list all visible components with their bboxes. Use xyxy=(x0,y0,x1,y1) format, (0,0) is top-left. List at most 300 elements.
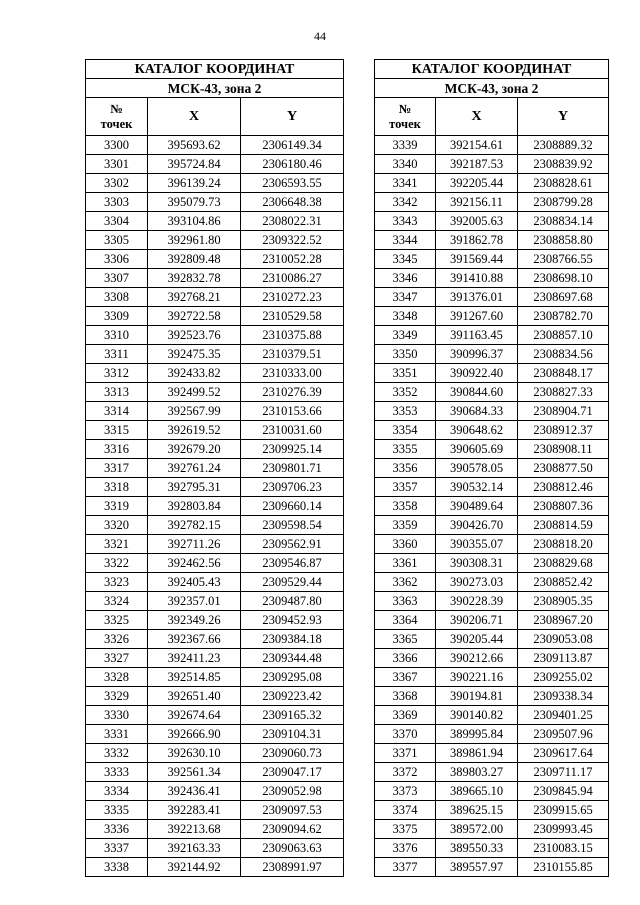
point-number-cell: 3318 xyxy=(86,478,148,497)
point-number-cell: 3375 xyxy=(375,820,436,839)
x-coordinate-cell: 390605.69 xyxy=(436,440,518,459)
y-coordinate-cell: 2308834.14 xyxy=(518,212,609,231)
point-number-cell: 3374 xyxy=(375,801,436,820)
x-coordinate-cell: 390140.82 xyxy=(436,706,518,725)
x-coordinate-cell: 395079.73 xyxy=(148,193,241,212)
table-row xyxy=(375,193,609,212)
point-number-cell: 3362 xyxy=(375,573,436,592)
x-coordinate-cell: 392722.58 xyxy=(148,307,241,326)
point-number-cell: 3317 xyxy=(86,459,148,478)
point-number-cell: 3367 xyxy=(375,668,436,687)
x-coordinate-cell: 392475.35 xyxy=(148,345,241,364)
y-coordinate-cell: 2309401.25 xyxy=(518,706,609,725)
table-row xyxy=(86,250,344,269)
y-coordinate-cell: 2308812.46 xyxy=(518,478,609,497)
y-coordinate-cell: 2310153.66 xyxy=(241,402,344,421)
x-coordinate-cell: 392803.84 xyxy=(148,497,241,516)
table-row xyxy=(86,725,344,744)
point-number-cell: 3346 xyxy=(375,269,436,288)
x-coordinate-cell: 392367.66 xyxy=(148,630,241,649)
x-coordinate-cell: 391163.45 xyxy=(436,326,518,345)
table-row xyxy=(86,155,344,174)
x-coordinate-cell: 392411.23 xyxy=(148,649,241,668)
table-row xyxy=(375,554,609,573)
point-number-cell: 3332 xyxy=(86,744,148,763)
x-coordinate-cell: 392005.63 xyxy=(436,212,518,231)
table-row xyxy=(86,649,344,668)
y-coordinate-cell: 2309562.91 xyxy=(241,535,344,554)
table-row xyxy=(375,459,609,478)
x-coordinate-cell: 390684.33 xyxy=(436,402,518,421)
y-coordinate-cell: 2310031.60 xyxy=(241,421,344,440)
x-coordinate-cell: 389665.10 xyxy=(436,782,518,801)
table-row xyxy=(86,782,344,801)
y-coordinate-cell: 2308912.37 xyxy=(518,421,609,440)
column-header-y: Y xyxy=(241,98,344,136)
y-coordinate-cell: 2310155.85 xyxy=(518,858,609,877)
y-coordinate-cell: 2309295.08 xyxy=(241,668,344,687)
table-row xyxy=(86,744,344,763)
y-coordinate-cell: 2309047.17 xyxy=(241,763,344,782)
y-coordinate-cell: 2309452.93 xyxy=(241,611,344,630)
table-row xyxy=(375,535,609,554)
table-row xyxy=(86,364,344,383)
x-coordinate-cell: 392436.41 xyxy=(148,782,241,801)
table-row xyxy=(86,763,344,782)
y-coordinate-cell: 2308852.42 xyxy=(518,573,609,592)
y-coordinate-cell: 2309060.73 xyxy=(241,744,344,763)
x-coordinate-cell: 390355.07 xyxy=(436,535,518,554)
y-coordinate-cell: 2308877.50 xyxy=(518,459,609,478)
table-row xyxy=(375,269,609,288)
x-coordinate-cell: 396139.24 xyxy=(148,174,241,193)
point-number-cell: 3336 xyxy=(86,820,148,839)
table-row xyxy=(375,402,609,421)
table-row xyxy=(375,231,609,250)
point-number-cell: 3347 xyxy=(375,288,436,307)
x-coordinate-cell: 392163.33 xyxy=(148,839,241,858)
y-coordinate-cell: 2308904.71 xyxy=(518,402,609,421)
x-coordinate-cell: 391862.78 xyxy=(436,231,518,250)
x-coordinate-cell: 391376.01 xyxy=(436,288,518,307)
y-coordinate-cell: 2309322.52 xyxy=(241,231,344,250)
table-row xyxy=(86,326,344,345)
y-coordinate-cell: 2309384.18 xyxy=(241,630,344,649)
table-row xyxy=(375,516,609,535)
y-coordinate-cell: 2308814.59 xyxy=(518,516,609,535)
point-number-cell: 3371 xyxy=(375,744,436,763)
point-number-cell: 3369 xyxy=(375,706,436,725)
y-coordinate-cell: 2310052.28 xyxy=(241,250,344,269)
point-number-cell: 3322 xyxy=(86,554,148,573)
y-coordinate-cell: 2308698.10 xyxy=(518,269,609,288)
table-body xyxy=(86,136,344,877)
point-number-cell: 3321 xyxy=(86,535,148,554)
point-number-cell: 3335 xyxy=(86,801,148,820)
point-number-cell: 3323 xyxy=(86,573,148,592)
point-number-cell: 3306 xyxy=(86,250,148,269)
table-row xyxy=(86,668,344,687)
point-number-cell: 3311 xyxy=(86,345,148,364)
table-row xyxy=(375,212,609,231)
table-row xyxy=(86,288,344,307)
table-row xyxy=(375,288,609,307)
y-coordinate-cell: 2309052.98 xyxy=(241,782,344,801)
x-coordinate-cell: 392795.31 xyxy=(148,478,241,497)
y-coordinate-cell: 2309915.65 xyxy=(518,801,609,820)
x-coordinate-cell: 390532.14 xyxy=(436,478,518,497)
point-number-cell: 3358 xyxy=(375,497,436,516)
x-coordinate-cell: 392349.26 xyxy=(148,611,241,630)
point-number-cell: 3376 xyxy=(375,839,436,858)
x-coordinate-cell: 392187.53 xyxy=(436,155,518,174)
table-row xyxy=(86,345,344,364)
point-number-cell: 3301 xyxy=(86,155,148,174)
y-coordinate-cell: 2308889.32 xyxy=(518,136,609,155)
point-number-cell: 3356 xyxy=(375,459,436,478)
point-number-cell: 3344 xyxy=(375,231,436,250)
point-number-cell: 3325 xyxy=(86,611,148,630)
x-coordinate-cell: 389550.33 xyxy=(436,839,518,858)
point-number-cell: 3348 xyxy=(375,307,436,326)
x-coordinate-cell: 390996.37 xyxy=(436,345,518,364)
y-coordinate-cell: 2308697.68 xyxy=(518,288,609,307)
table-row xyxy=(375,725,609,744)
y-coordinate-cell: 2309165.32 xyxy=(241,706,344,725)
table-row xyxy=(375,630,609,649)
y-coordinate-cell: 2308022.31 xyxy=(241,212,344,231)
x-coordinate-cell: 390308.31 xyxy=(436,554,518,573)
point-number-cell: 3334 xyxy=(86,782,148,801)
column-header-point-number: № точек xyxy=(375,98,436,136)
y-coordinate-cell: 2308827.33 xyxy=(518,383,609,402)
y-coordinate-cell: 2309617.64 xyxy=(518,744,609,763)
point-number-cell: 3331 xyxy=(86,725,148,744)
table-row xyxy=(375,801,609,820)
point-number-cell: 3364 xyxy=(375,611,436,630)
x-coordinate-cell: 390426.70 xyxy=(436,516,518,535)
column-header-x: X xyxy=(436,98,518,136)
x-coordinate-cell: 390844.60 xyxy=(436,383,518,402)
x-coordinate-cell: 392961.80 xyxy=(148,231,241,250)
x-coordinate-cell: 389572.00 xyxy=(436,820,518,839)
table-row xyxy=(86,535,344,554)
y-coordinate-cell: 2310333.00 xyxy=(241,364,344,383)
table-row xyxy=(86,801,344,820)
table-row xyxy=(86,858,344,877)
x-coordinate-cell: 392213.68 xyxy=(148,820,241,839)
y-coordinate-cell: 2309546.87 xyxy=(241,554,344,573)
point-number-cell: 3373 xyxy=(375,782,436,801)
y-coordinate-cell: 2309845.94 xyxy=(518,782,609,801)
point-number-cell: 3333 xyxy=(86,763,148,782)
x-coordinate-cell: 392832.78 xyxy=(148,269,241,288)
x-coordinate-cell: 391267.60 xyxy=(436,307,518,326)
table-row xyxy=(86,630,344,649)
x-coordinate-cell: 392630.10 xyxy=(148,744,241,763)
point-number-cell: 3327 xyxy=(86,649,148,668)
y-coordinate-cell: 2308807.36 xyxy=(518,497,609,516)
x-coordinate-cell: 392711.26 xyxy=(148,535,241,554)
table-row xyxy=(375,858,609,877)
y-coordinate-cell: 2309660.14 xyxy=(241,497,344,516)
y-coordinate-cell: 2310375.88 xyxy=(241,326,344,345)
x-coordinate-cell: 392357.01 xyxy=(148,592,241,611)
point-number-cell: 3363 xyxy=(375,592,436,611)
point-number-cell: 3330 xyxy=(86,706,148,725)
table-row xyxy=(86,440,344,459)
point-number-cell: 3339 xyxy=(375,136,436,155)
table-row xyxy=(375,782,609,801)
point-number-cell: 3329 xyxy=(86,687,148,706)
y-coordinate-cell: 2309598.54 xyxy=(241,516,344,535)
table-row xyxy=(86,193,344,212)
table-row xyxy=(375,611,609,630)
x-coordinate-cell: 392156.11 xyxy=(436,193,518,212)
table-row xyxy=(86,269,344,288)
table-row xyxy=(375,687,609,706)
x-coordinate-cell: 392405.43 xyxy=(148,573,241,592)
point-number-cell: 3357 xyxy=(375,478,436,497)
table-row xyxy=(375,383,609,402)
point-number-cell: 3340 xyxy=(375,155,436,174)
y-coordinate-cell: 2308782.70 xyxy=(518,307,609,326)
x-coordinate-cell: 392619.52 xyxy=(148,421,241,440)
y-coordinate-cell: 2306149.34 xyxy=(241,136,344,155)
y-coordinate-cell: 2308818.20 xyxy=(518,535,609,554)
table-row xyxy=(375,326,609,345)
point-number-cell: 3319 xyxy=(86,497,148,516)
table-row xyxy=(375,364,609,383)
y-coordinate-cell: 2309925.14 xyxy=(241,440,344,459)
point-number-cell: 3315 xyxy=(86,421,148,440)
y-coordinate-cell: 2306593.55 xyxy=(241,174,344,193)
x-coordinate-cell: 392561.34 xyxy=(148,763,241,782)
x-coordinate-cell: 392761.24 xyxy=(148,459,241,478)
point-number-cell: 3310 xyxy=(86,326,148,345)
point-number-cell: 3304 xyxy=(86,212,148,231)
x-coordinate-cell: 392666.90 xyxy=(148,725,241,744)
y-coordinate-cell: 2310086.27 xyxy=(241,269,344,288)
table-row xyxy=(86,307,344,326)
point-number-cell: 3354 xyxy=(375,421,436,440)
y-coordinate-cell: 2309097.53 xyxy=(241,801,344,820)
x-coordinate-cell: 395693.62 xyxy=(148,136,241,155)
table-row xyxy=(375,573,609,592)
point-number-cell: 3368 xyxy=(375,687,436,706)
y-coordinate-cell: 2309338.34 xyxy=(518,687,609,706)
y-coordinate-cell: 2309507.96 xyxy=(518,725,609,744)
x-coordinate-cell: 390228.39 xyxy=(436,592,518,611)
x-coordinate-cell: 391569.44 xyxy=(436,250,518,269)
point-number-cell: 3309 xyxy=(86,307,148,326)
table-row xyxy=(375,174,609,193)
point-number-cell: 3316 xyxy=(86,440,148,459)
x-coordinate-cell: 389995.84 xyxy=(436,725,518,744)
x-coordinate-cell: 392205.44 xyxy=(436,174,518,193)
y-coordinate-cell: 2309711.17 xyxy=(518,763,609,782)
x-coordinate-cell: 390648.62 xyxy=(436,421,518,440)
point-number-cell: 3365 xyxy=(375,630,436,649)
x-coordinate-cell: 390221.16 xyxy=(436,668,518,687)
point-number-cell: 3361 xyxy=(375,554,436,573)
table-row xyxy=(375,706,609,725)
point-number-cell: 3360 xyxy=(375,535,436,554)
y-coordinate-cell: 2308848.17 xyxy=(518,364,609,383)
y-coordinate-cell: 2309487.80 xyxy=(241,592,344,611)
point-number-cell: 3370 xyxy=(375,725,436,744)
point-number-cell: 3320 xyxy=(86,516,148,535)
table-row xyxy=(86,231,344,250)
x-coordinate-cell: 390578.05 xyxy=(436,459,518,478)
point-number-cell: 3324 xyxy=(86,592,148,611)
coordinate-catalog-table-right xyxy=(374,59,609,877)
page-number: 44 xyxy=(314,29,326,43)
point-number-cell: 3372 xyxy=(375,763,436,782)
table-row xyxy=(375,345,609,364)
x-coordinate-cell: 389557.97 xyxy=(436,858,518,877)
y-coordinate-cell: 2310083.15 xyxy=(518,839,609,858)
table-row xyxy=(375,763,609,782)
catalog-subtitle: МСК-43, зона 2 xyxy=(86,79,344,98)
point-number-cell: 3300 xyxy=(86,136,148,155)
point-number-cell: 3305 xyxy=(86,231,148,250)
point-number-cell: 3314 xyxy=(86,402,148,421)
x-coordinate-cell: 392674.64 xyxy=(148,706,241,725)
table-row xyxy=(86,687,344,706)
y-coordinate-cell: 2309344.48 xyxy=(241,649,344,668)
x-coordinate-cell: 395724.84 xyxy=(148,155,241,174)
point-number-cell: 3328 xyxy=(86,668,148,687)
y-coordinate-cell: 2309801.71 xyxy=(241,459,344,478)
y-coordinate-cell: 2309063.63 xyxy=(241,839,344,858)
x-coordinate-cell: 392462.56 xyxy=(148,554,241,573)
x-coordinate-cell: 390206.71 xyxy=(436,611,518,630)
column-header-point-number: № точек xyxy=(86,98,148,136)
table-row xyxy=(375,421,609,440)
table-row xyxy=(86,174,344,193)
table-row xyxy=(375,820,609,839)
point-number-cell: 3366 xyxy=(375,649,436,668)
table-row xyxy=(86,136,344,155)
y-coordinate-cell: 2308829.68 xyxy=(518,554,609,573)
table-row xyxy=(375,136,609,155)
point-number-cell: 3302 xyxy=(86,174,148,193)
table-row xyxy=(86,839,344,858)
point-number-cell: 3337 xyxy=(86,839,148,858)
point-number-cell: 3338 xyxy=(86,858,148,877)
y-coordinate-cell: 2309223.42 xyxy=(241,687,344,706)
y-coordinate-cell: 2309053.08 xyxy=(518,630,609,649)
table-row xyxy=(375,649,609,668)
table-row xyxy=(86,478,344,497)
table-row xyxy=(375,307,609,326)
column-header-x: X xyxy=(148,98,241,136)
x-coordinate-cell: 390273.03 xyxy=(436,573,518,592)
y-coordinate-cell: 2306648.38 xyxy=(241,193,344,212)
x-coordinate-cell: 392651.40 xyxy=(148,687,241,706)
table-row xyxy=(86,421,344,440)
y-coordinate-cell: 2308908.11 xyxy=(518,440,609,459)
table-row xyxy=(86,706,344,725)
y-coordinate-cell: 2309094.62 xyxy=(241,820,344,839)
point-number-cell: 3308 xyxy=(86,288,148,307)
point-number-cell: 3351 xyxy=(375,364,436,383)
point-number-cell: 3345 xyxy=(375,250,436,269)
y-coordinate-cell: 2309255.02 xyxy=(518,668,609,687)
table-row xyxy=(375,478,609,497)
point-number-cell: 3307 xyxy=(86,269,148,288)
x-coordinate-cell: 392283.41 xyxy=(148,801,241,820)
catalog-title: КАТАЛОГ КООРДИНАТ xyxy=(86,60,344,79)
table-body xyxy=(375,136,609,877)
table-row xyxy=(375,592,609,611)
point-number-cell: 3343 xyxy=(375,212,436,231)
x-coordinate-cell: 392514.85 xyxy=(148,668,241,687)
point-number-cell: 3326 xyxy=(86,630,148,649)
table-row xyxy=(86,212,344,231)
x-coordinate-cell: 392523.76 xyxy=(148,326,241,345)
table-row xyxy=(86,820,344,839)
point-number-cell: 3359 xyxy=(375,516,436,535)
x-coordinate-cell: 392567.99 xyxy=(148,402,241,421)
table-row xyxy=(375,744,609,763)
y-coordinate-cell: 2310276.39 xyxy=(241,383,344,402)
x-coordinate-cell: 391410.88 xyxy=(436,269,518,288)
point-number-cell: 3341 xyxy=(375,174,436,193)
table-row xyxy=(375,668,609,687)
y-coordinate-cell: 2308799.28 xyxy=(518,193,609,212)
table-row xyxy=(375,440,609,459)
y-coordinate-cell: 2308839.92 xyxy=(518,155,609,174)
x-coordinate-cell: 390922.40 xyxy=(436,364,518,383)
y-coordinate-cell: 2308857.10 xyxy=(518,326,609,345)
x-coordinate-cell: 392768.21 xyxy=(148,288,241,307)
x-coordinate-cell: 393104.86 xyxy=(148,212,241,231)
point-number-cell: 3353 xyxy=(375,402,436,421)
point-number-cell: 3312 xyxy=(86,364,148,383)
y-coordinate-cell: 2308828.61 xyxy=(518,174,609,193)
x-coordinate-cell: 390212.66 xyxy=(436,649,518,668)
y-coordinate-cell: 2309104.31 xyxy=(241,725,344,744)
y-coordinate-cell: 2309706.23 xyxy=(241,478,344,497)
table-row xyxy=(375,250,609,269)
y-coordinate-cell: 2308834.56 xyxy=(518,345,609,364)
y-coordinate-cell: 2306180.46 xyxy=(241,155,344,174)
point-number-cell: 3377 xyxy=(375,858,436,877)
x-coordinate-cell: 392809.48 xyxy=(148,250,241,269)
y-coordinate-cell: 2308967.20 xyxy=(518,611,609,630)
point-number-cell: 3355 xyxy=(375,440,436,459)
y-coordinate-cell: 2309993.45 xyxy=(518,820,609,839)
y-coordinate-cell: 2308905.35 xyxy=(518,592,609,611)
table-row xyxy=(86,592,344,611)
coordinate-catalog-table-left xyxy=(85,59,344,877)
catalog-subtitle: МСК-43, зона 2 xyxy=(375,79,609,98)
point-number-cell: 3342 xyxy=(375,193,436,212)
table-row xyxy=(86,554,344,573)
point-number-cell: 3313 xyxy=(86,383,148,402)
y-coordinate-cell: 2310529.58 xyxy=(241,307,344,326)
y-coordinate-cell: 2310272.23 xyxy=(241,288,344,307)
x-coordinate-cell: 392782.15 xyxy=(148,516,241,535)
y-coordinate-cell: 2309529.44 xyxy=(241,573,344,592)
table-row xyxy=(86,497,344,516)
x-coordinate-cell: 390205.44 xyxy=(436,630,518,649)
y-coordinate-cell: 2310379.51 xyxy=(241,345,344,364)
point-number-cell: 3303 xyxy=(86,193,148,212)
y-coordinate-cell: 2309113.87 xyxy=(518,649,609,668)
